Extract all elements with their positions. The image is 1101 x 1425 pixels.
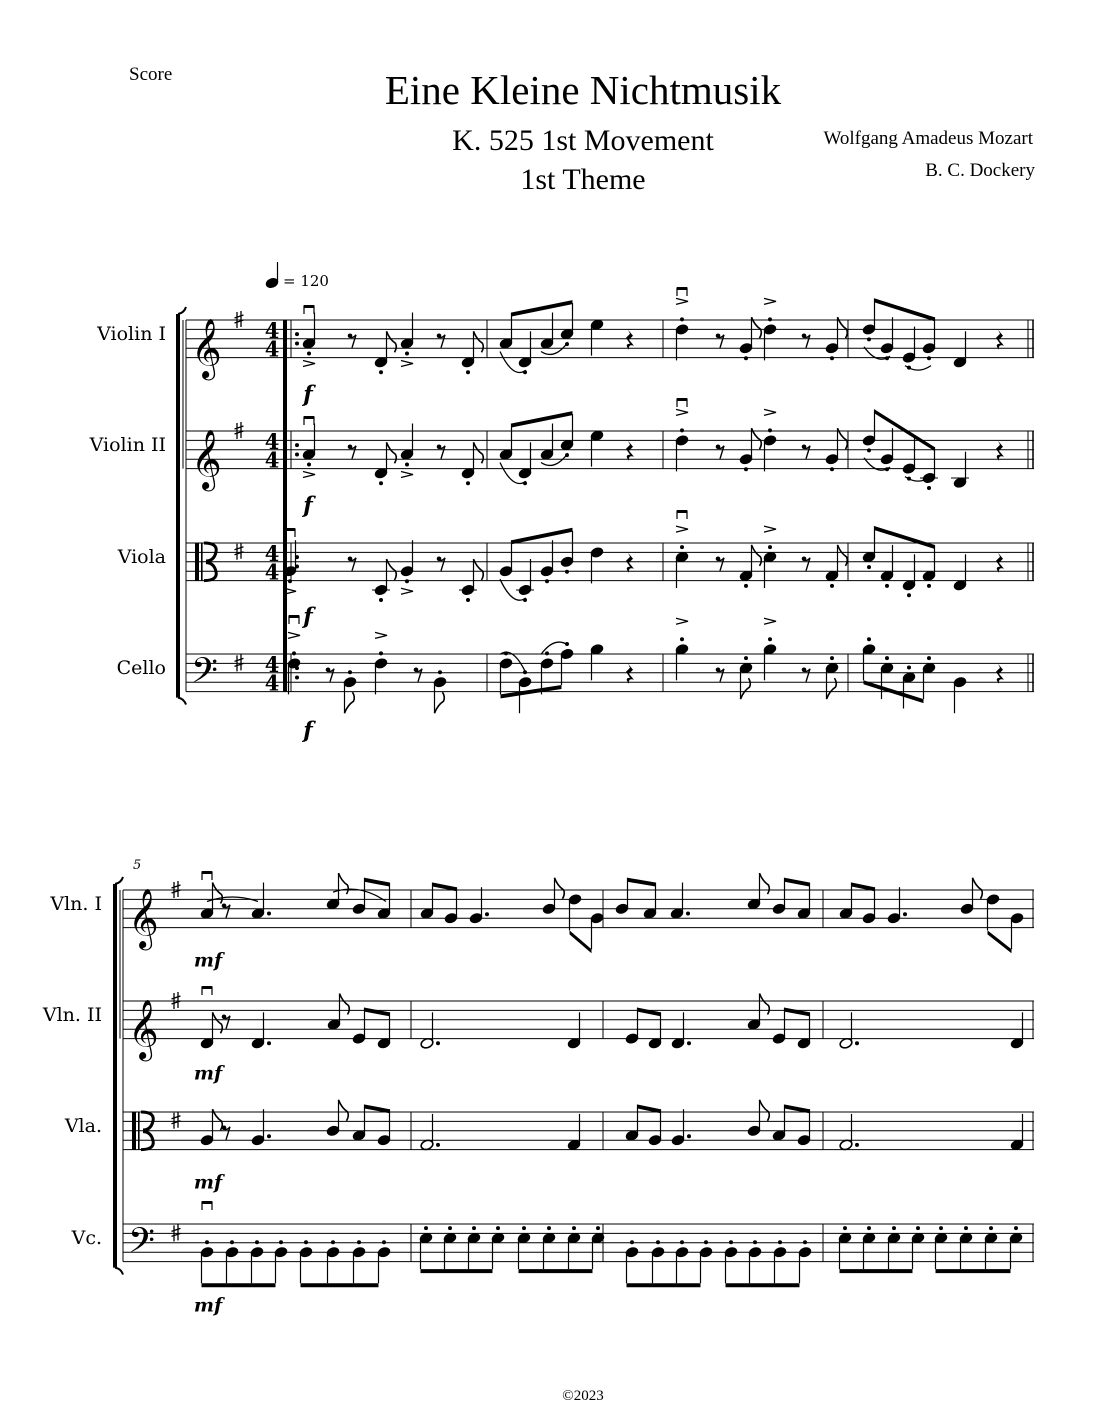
beam [512, 300, 573, 316]
score-label: Score [129, 64, 173, 85]
accent-mark [676, 298, 688, 304]
staccato-dot [424, 1226, 428, 1230]
staccato-dot [357, 1240, 361, 1244]
staccato-dot [496, 1226, 500, 1230]
staccato-dot [843, 1226, 847, 1230]
bracket-hook [115, 1268, 123, 1275]
copyright: ©2023 [562, 1388, 604, 1404]
dynamic-marking: f [303, 717, 313, 744]
eighth-rest [803, 335, 810, 348]
dynamic-marking: mf [193, 1062, 223, 1085]
time-signature-bottom: 4 [264, 447, 280, 473]
staccato-dot [379, 598, 383, 602]
eighth-rest [803, 558, 810, 571]
staccato-dot [744, 584, 748, 588]
instrument-name: Vln. I [50, 893, 102, 915]
instrument-name: Violin II [89, 434, 166, 456]
accent-mark [676, 409, 688, 415]
staccato-dot [927, 356, 931, 360]
note-flag [474, 442, 484, 463]
augmentation-dot [436, 1143, 440, 1147]
staccato-dot [680, 637, 684, 641]
accent-mark [401, 472, 413, 478]
instrument-name: Vc. [71, 1227, 102, 1249]
quarter-rest [626, 330, 634, 350]
note-flag [213, 883, 223, 904]
staccato-dot [472, 1226, 476, 1230]
time-signature-top: 4 [264, 651, 280, 677]
staccato-dot [768, 637, 772, 641]
key-signature-sharp [172, 1112, 181, 1129]
treble-clef: 𝄞 [128, 999, 159, 1060]
staccato-dot [907, 666, 911, 670]
staccato-dot [230, 1240, 234, 1244]
instrument-name: Vln. II [42, 1004, 102, 1026]
augmentation-dot [267, 1134, 271, 1138]
instrument-name: Cello [116, 657, 166, 679]
accent-mark [288, 632, 300, 638]
staccato-dot [744, 656, 748, 660]
key-signature-sharp [235, 543, 244, 560]
note-flag [345, 692, 355, 713]
augmentation-dot [267, 912, 271, 916]
eighth-rest [438, 335, 445, 348]
beam [301, 1283, 379, 1287]
staccato-dot [307, 352, 311, 356]
note-flag [213, 1012, 223, 1033]
dynamic-marking: f [303, 603, 313, 630]
dynamic-marking: f [303, 492, 313, 519]
eighth-rest [438, 558, 445, 571]
note-flag [340, 994, 350, 1015]
instrument-name: Violin I [97, 323, 166, 345]
eighth-rest [717, 669, 724, 682]
staccato-dot [744, 467, 748, 471]
staccato-dot [768, 428, 772, 432]
staccato-dot [680, 428, 684, 432]
eighth-rest [327, 669, 334, 682]
staccato-dot [1014, 1226, 1018, 1230]
augmentation-dot [436, 1041, 440, 1045]
beam [988, 930, 1012, 953]
note-flag [760, 1100, 770, 1121]
note-flag [741, 678, 751, 699]
augmentation-dot [686, 912, 690, 916]
down-bow-bar [677, 398, 687, 401]
staccato-dot [830, 656, 834, 660]
augmentation-dot [267, 1041, 271, 1045]
staccato-dot [522, 1226, 526, 1230]
staff-lines [115, 262, 1034, 1275]
beam [519, 1269, 593, 1273]
eighth-rest [415, 669, 422, 682]
staccato-dot [704, 1240, 708, 1244]
alto-clef-bar-thin [138, 1112, 140, 1150]
eighth-rest [717, 558, 724, 571]
arranger-credit: B. C. Dockery [925, 160, 1035, 181]
treble-clef: 𝄞 [191, 318, 222, 379]
eighth-rest [223, 905, 230, 918]
beam [785, 878, 810, 887]
eighth-rest [717, 335, 724, 348]
time-signature-top: 4 [264, 540, 280, 566]
staccato-dot [656, 1240, 660, 1244]
alto-clef-bar [195, 543, 199, 581]
staccato-dot [729, 1240, 733, 1244]
eighth-rest [223, 1127, 230, 1140]
note-flag [339, 1100, 349, 1121]
staccato-dot [288, 579, 292, 583]
score-subtitle-theme: 1st Theme [520, 163, 646, 196]
staccato-dot [867, 565, 871, 569]
staccato-dot [205, 1240, 209, 1244]
repeat-dot [295, 342, 299, 346]
staccato-dot [830, 356, 834, 360]
down-bow-bar [202, 986, 212, 989]
staccato-dot [885, 584, 889, 588]
staccato-dot [405, 463, 409, 467]
staccato-dot [867, 1226, 871, 1230]
eighth-rest [717, 446, 724, 459]
staccato-dot [572, 1226, 576, 1230]
staccato-dot [927, 656, 931, 660]
notes [200, 277, 1024, 1287]
staccato-dot [927, 486, 931, 490]
dynamic-marking: f [303, 381, 313, 408]
down-bow-bar [304, 305, 314, 308]
staccato-dot [964, 1226, 968, 1230]
staccato-dot [307, 463, 311, 467]
note-flag [339, 873, 349, 894]
staccato-dot [744, 356, 748, 360]
note-flag [752, 545, 762, 566]
bass-clef: 𝄢 [128, 1220, 156, 1270]
bracket-hook [115, 877, 123, 884]
staccato-dot [768, 317, 772, 321]
markings [194, 287, 1018, 1317]
beam [628, 878, 656, 887]
note-flag [973, 878, 983, 899]
staccato-dot [547, 1226, 551, 1230]
staccato-dot [867, 637, 871, 641]
staccato-dot [830, 467, 834, 471]
accent-mark [676, 526, 688, 532]
dynamic-marking: mf [193, 1171, 223, 1194]
staccato-dot [680, 545, 684, 549]
beam [512, 528, 573, 544]
staccato-dot [545, 651, 549, 655]
staccato-dot [438, 670, 442, 674]
staccato-dot [680, 1240, 684, 1244]
staccato-dot [867, 337, 871, 341]
note-flag [555, 878, 565, 899]
staccato-dot [448, 1226, 452, 1230]
tempo-text: = 120 [283, 272, 329, 290]
alto-clef-bar-thin [201, 543, 203, 581]
staccato-dot [927, 584, 931, 588]
eighth-rest [438, 446, 445, 459]
eighth-rest [349, 446, 356, 459]
staccato-dot [466, 598, 470, 602]
accent-mark [401, 588, 413, 594]
quarter-rest [996, 441, 1004, 461]
staccato-dot [545, 579, 549, 583]
staccato-dot [892, 1226, 896, 1230]
time-signature-bottom: 4 [264, 559, 280, 585]
staccato-dot [405, 579, 409, 583]
staccato-dot [907, 593, 911, 597]
down-bow-bar [304, 416, 314, 419]
beam [840, 1269, 913, 1273]
staccato-dot [466, 481, 470, 485]
score-title: Eine Kleine Nichtmusik [384, 67, 782, 113]
eighth-rest [223, 1016, 230, 1029]
down-bow-bar [677, 287, 687, 290]
treble-clef: 𝄞 [191, 429, 222, 490]
staccato-dot [379, 481, 383, 485]
beam [627, 1283, 701, 1287]
beam [875, 409, 935, 451]
repeat-dot [295, 676, 299, 680]
measure-number: 5 [133, 858, 142, 873]
staccato-dot [379, 370, 383, 374]
down-bow-bar [289, 615, 299, 618]
quarter-rest [996, 330, 1004, 350]
beam [570, 930, 592, 953]
beam [202, 1283, 276, 1287]
note-flag [435, 692, 445, 713]
beam [365, 878, 390, 887]
staccato-dot [405, 352, 409, 356]
instrument-name: Vla. [64, 1115, 102, 1137]
staccato-dot [680, 317, 684, 321]
beam [875, 526, 935, 549]
quarter-rest [996, 553, 1004, 573]
augmentation-dot [855, 1143, 859, 1147]
composer-credit: Wolfgang Amadeus Mozart [823, 128, 1033, 149]
staccato-dot [292, 651, 296, 655]
note-flag [760, 873, 770, 894]
repeat-dot [295, 453, 299, 457]
time-signature-top: 4 [264, 317, 280, 343]
repeat-dot [295, 332, 299, 336]
time-signature-bottom: 4 [264, 670, 280, 696]
beam [936, 1269, 1011, 1273]
staccato-dot [753, 1240, 757, 1244]
beam [421, 1269, 493, 1273]
staccato-dot [466, 370, 470, 374]
accent-mark [764, 618, 776, 624]
bracket-hook [178, 307, 186, 314]
eighth-rest [349, 558, 356, 571]
quarter-rest [626, 664, 634, 684]
augmentation-dot [485, 912, 489, 916]
quarter-rest [626, 441, 634, 461]
down-bow-bar [677, 510, 687, 513]
alto-clef-bar [132, 1112, 136, 1150]
quarter-rest [996, 664, 1004, 684]
accent-mark [764, 298, 776, 304]
eighth-rest [803, 669, 810, 682]
staccato-dot [255, 1240, 259, 1244]
accent-mark [764, 526, 776, 532]
note-flag [827, 678, 837, 699]
note-flag [387, 331, 397, 352]
accent-mark [303, 361, 315, 367]
time-signature-top: 4 [264, 428, 280, 454]
accent-mark [676, 618, 688, 624]
staccato-dot [379, 651, 383, 655]
time-signature-bottom: 4 [264, 336, 280, 362]
score-subtitle: K. 525 1st Movement [452, 124, 714, 157]
repeat-dot [295, 443, 299, 447]
staccato-dot [382, 1240, 386, 1244]
augmentation-dot [687, 1134, 691, 1138]
staccato-dot [939, 1226, 943, 1230]
staccato-dot [989, 1226, 993, 1230]
staccato-dot [596, 1226, 600, 1230]
treble-clef: 𝄞 [128, 888, 159, 949]
note-flag [760, 994, 770, 1015]
beam [875, 298, 935, 321]
quarter-rest [626, 553, 634, 573]
augmentation-dot [855, 1041, 859, 1045]
staccato-dot [331, 1240, 335, 1244]
staccato-dot [867, 448, 871, 452]
dynamic-marking: mf [193, 949, 223, 972]
staccato-dot [830, 584, 834, 588]
instrument-labels [42, 323, 166, 1249]
beam [726, 1283, 800, 1287]
staccato-dot [279, 1240, 283, 1244]
staccato-dot [803, 1240, 807, 1244]
staccato-dot [778, 1240, 782, 1244]
note-flag [474, 331, 484, 352]
beam [512, 411, 573, 427]
accent-mark [401, 361, 413, 367]
bracket-hook [178, 698, 186, 705]
beam [785, 1008, 810, 1017]
augmentation-dot [687, 1041, 691, 1045]
note-flag [387, 442, 397, 463]
staccato-dot [565, 570, 569, 574]
beam [365, 1008, 390, 1017]
down-bow-bar [202, 1201, 212, 1204]
down-bow-bar [202, 871, 212, 874]
staccato-dot [630, 1240, 634, 1244]
staccato-dot [304, 1240, 308, 1244]
accent-mark [764, 409, 776, 415]
beam [638, 1008, 661, 1017]
staccato-dot [768, 545, 772, 549]
dynamic-marking: mf [193, 1294, 223, 1317]
staccato-dot [916, 1226, 920, 1230]
accent-mark [375, 632, 387, 638]
down-bow-bar [285, 528, 295, 531]
note-flag [838, 545, 848, 566]
staccato-dot [348, 670, 352, 674]
instrument-name: Viola [117, 546, 166, 568]
augmentation-dot [903, 912, 907, 916]
bass-clef: 𝄢 [191, 650, 219, 700]
eighth-rest [803, 446, 810, 459]
accent-mark [303, 472, 315, 478]
staccato-dot [885, 656, 889, 660]
eighth-rest [349, 335, 356, 348]
